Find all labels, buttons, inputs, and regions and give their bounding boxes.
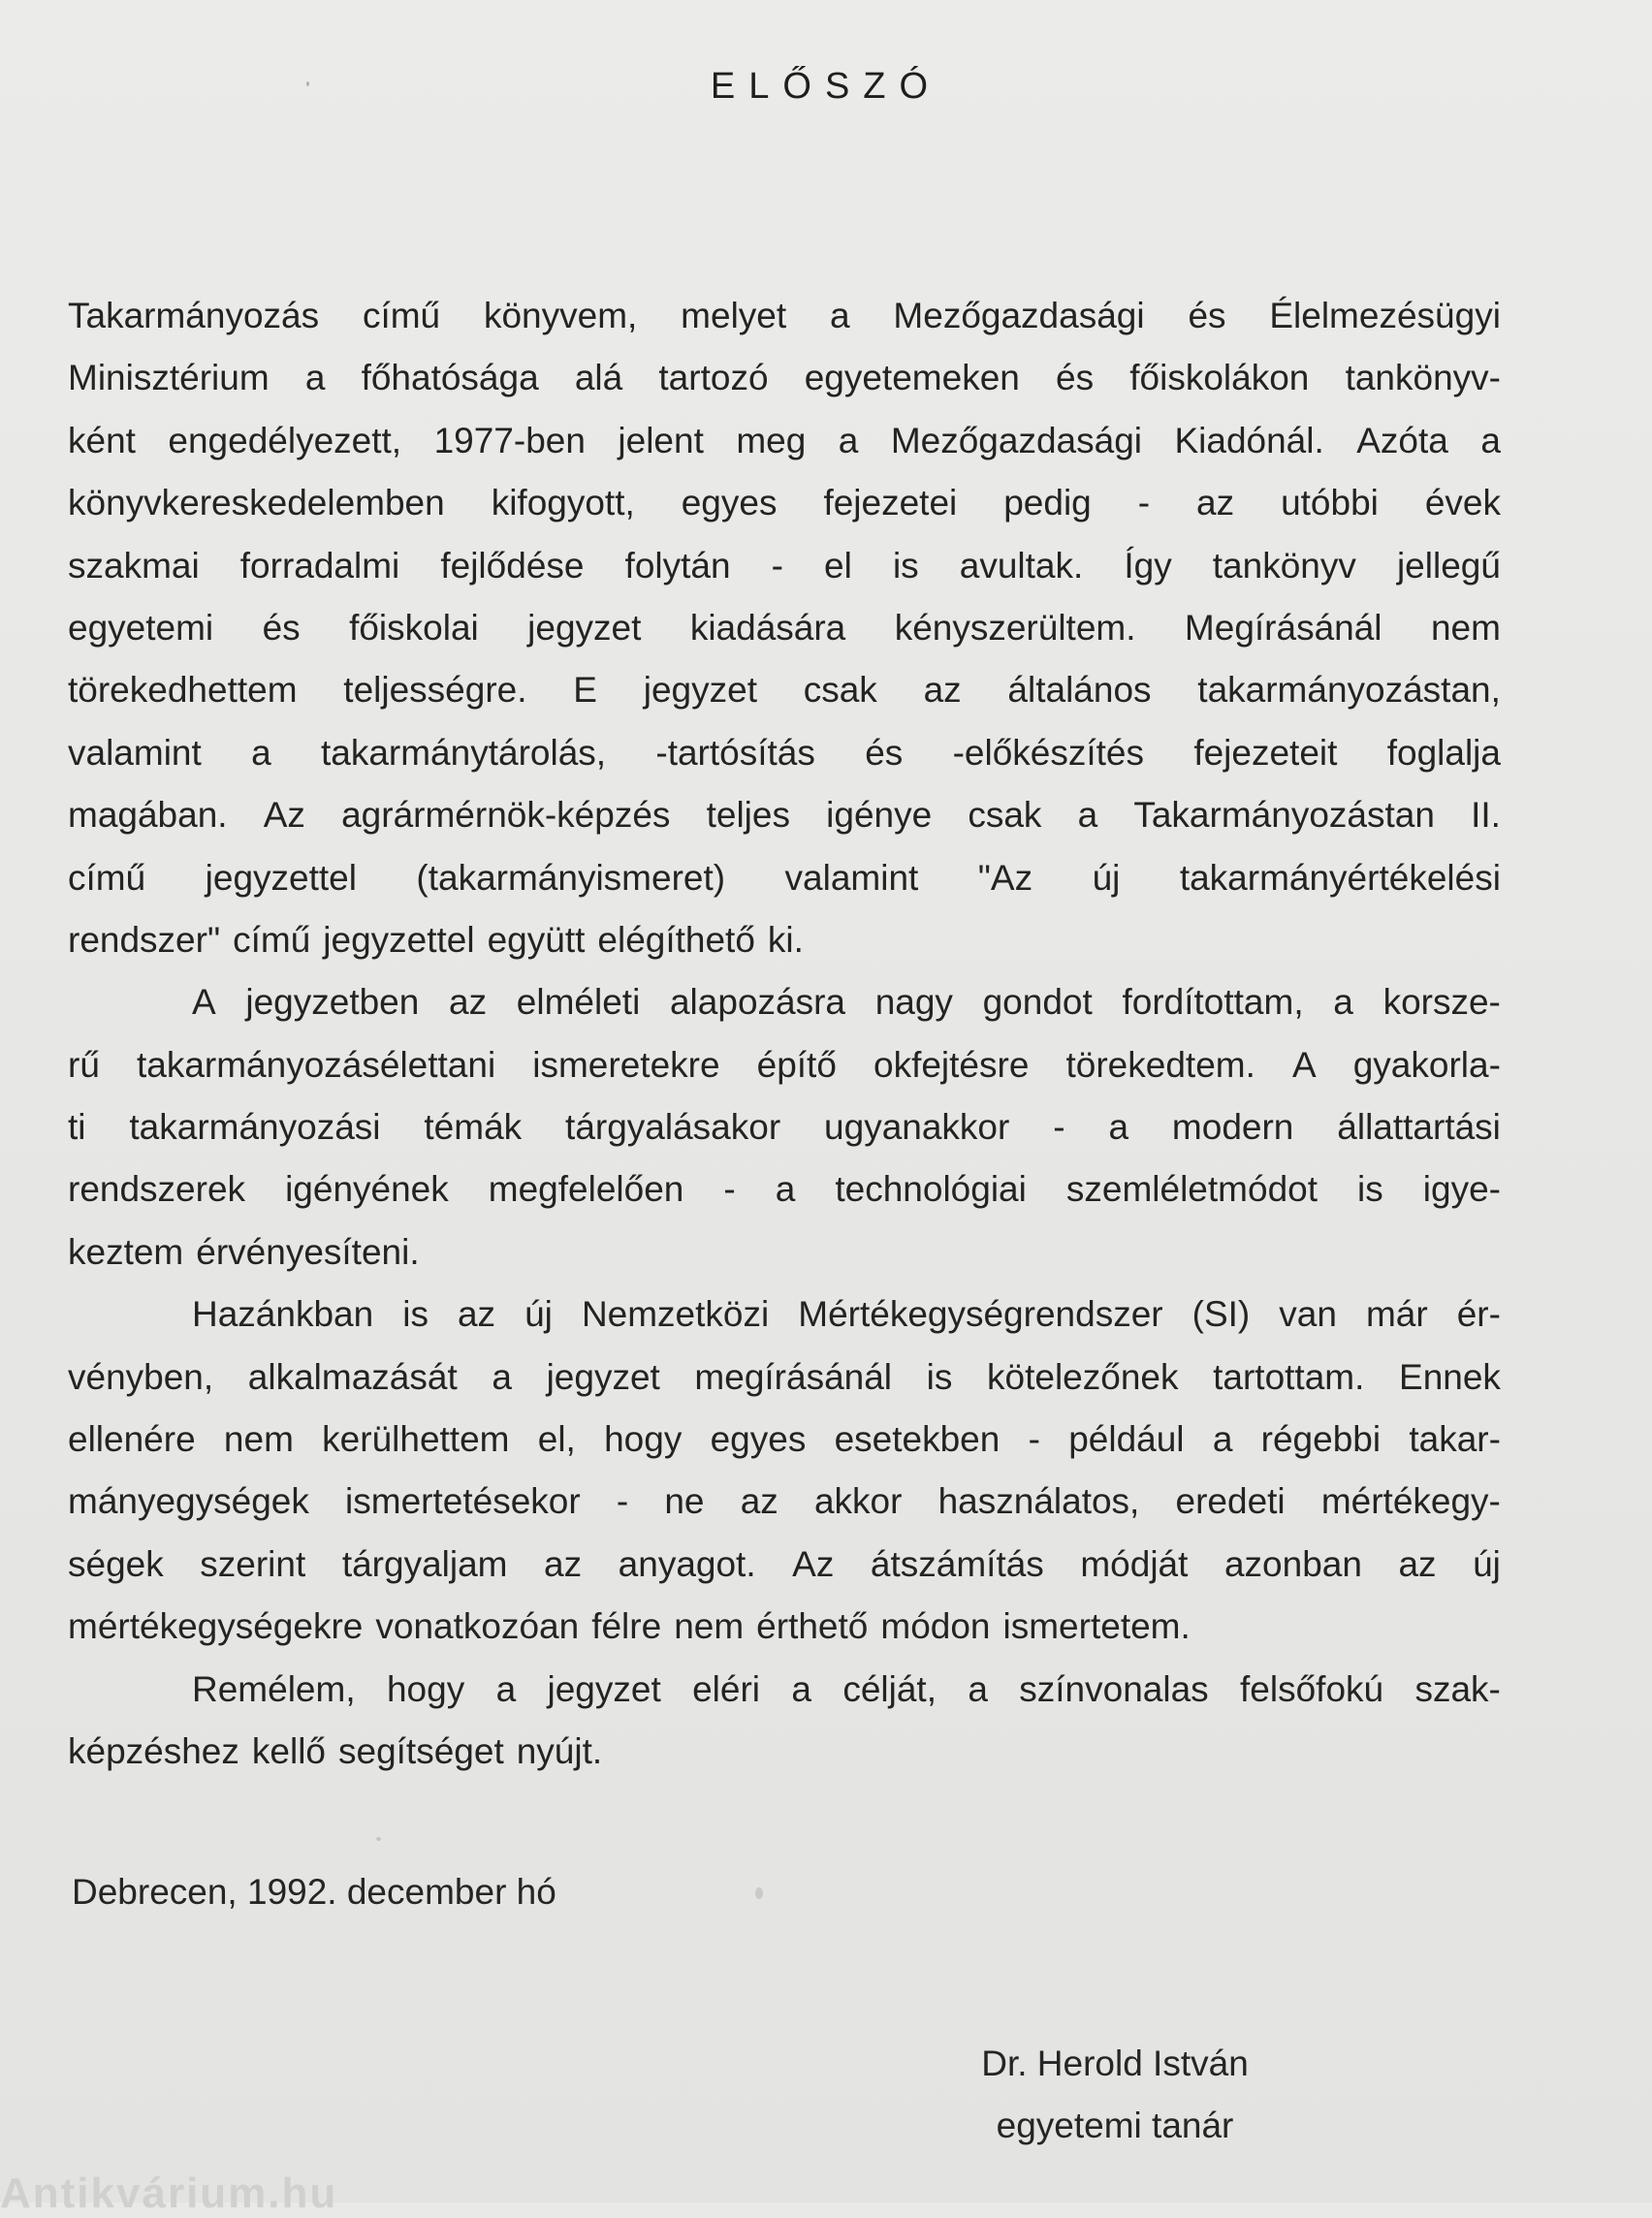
paper-speck [376,1837,381,1841]
text-line: mértékegységekre vonatkozóan félre nem érthető módon ismertetem. [68,1606,1191,1647]
text-line: keztem érvényesíteni. [68,1231,420,1272]
paper-speck [755,1887,763,1899]
text-line: rendszerek igényének megfelelően - a technológiai szemléletmódot is igye- [68,1169,1501,1210]
text-line: szakmai forradalmi fejlődése folytán - el is avultak. Így tankönyv jellegű [68,545,1501,586]
text-line: magában. Az agrármérnök-képzés teljes igénye csak a Takarmányozástan II. [68,795,1501,836]
text-line: egyetemi és főiskolai jegyzet kiadására kényszerültem. Megírásánál nem [68,607,1501,648]
text-line: rű takarmányozásélettani ismeretekre építő okfejtésre törekedtem. A gyakorla- [68,1044,1501,1085]
text-line: Remélem, hogy a jegyzet eléri a célját, a színvonalas felsőfokú szak- [192,1668,1501,1709]
text-line: könyvkereskedelemben kifogyott, egyes fejezetei pedig - az utóbbi évek [68,483,1501,523]
text-line: Minisztérium a főhatósága alá tartozó egyetemeken és főiskolákon tankönyv- [68,358,1501,398]
text-line: rendszer" című jegyzettel együtt elégíthető ki. [68,919,804,960]
paper-speck [306,81,309,86]
text-line: törekedhettem teljességre. E jegyzet csak az általános takarmányozástan, [68,670,1501,711]
text-line: vényben, alkalmazását a jegyzet megírásánál is kötelezőnek tartottam. Ennek [68,1356,1501,1397]
text-line: című jegyzettel (takarmányismeret) valamint "Az új takarmányértékelési [68,857,1501,898]
text-line: Hazánkban is az új Nemzetközi Mértékegységrendszer (SI) van már ér- [192,1294,1501,1335]
author-name: Dr. Herold István [981,2044,1249,2083]
text-line: ellenére nem kerülhettem el, hogy egyes esetekben - például a régebbi takar- [68,1419,1501,1460]
text-line: ti takarmányozási témák tárgyalásakor ugyanakkor - a modern állattartási [68,1107,1501,1148]
place-and-date: Debrecen, 1992. december hó [72,1872,556,1912]
page-title: ELŐSZÓ [710,66,942,107]
text-line: képzéshez kellő segítséget nyújt. [68,1730,603,1771]
text-line: ként engedélyezett, 1977-ben jelent meg a Mezőgazdasági Kiadónál. Azóta a [68,420,1501,460]
text-line: ségek szerint tárgyaljam az anyagot. Az átszámítás módját azonban az új [68,1543,1501,1584]
author-role: egyetemi tanár [996,2106,1234,2145]
preface-body [68,285,1501,1783]
text-line: valamint a takarmánytárolás, -tartósítás és -előkészítés fejezeteit foglalja [68,732,1501,773]
watermark: Antikvárium.hu [0,2170,338,2217]
text-line: mányegységek ismertetésekor - ne az akkor használatos, eredeti mértékegy- [68,1481,1501,1522]
text-line: Takarmányozás című könyvem, melyet a Mezőgazdasági és Élelmezésügyi [68,296,1501,335]
text-line: A jegyzetben az elméleti alapozásra nagy gondot fordítottam, a korsze- [192,982,1501,1023]
signature-block [911,2033,1318,2157]
